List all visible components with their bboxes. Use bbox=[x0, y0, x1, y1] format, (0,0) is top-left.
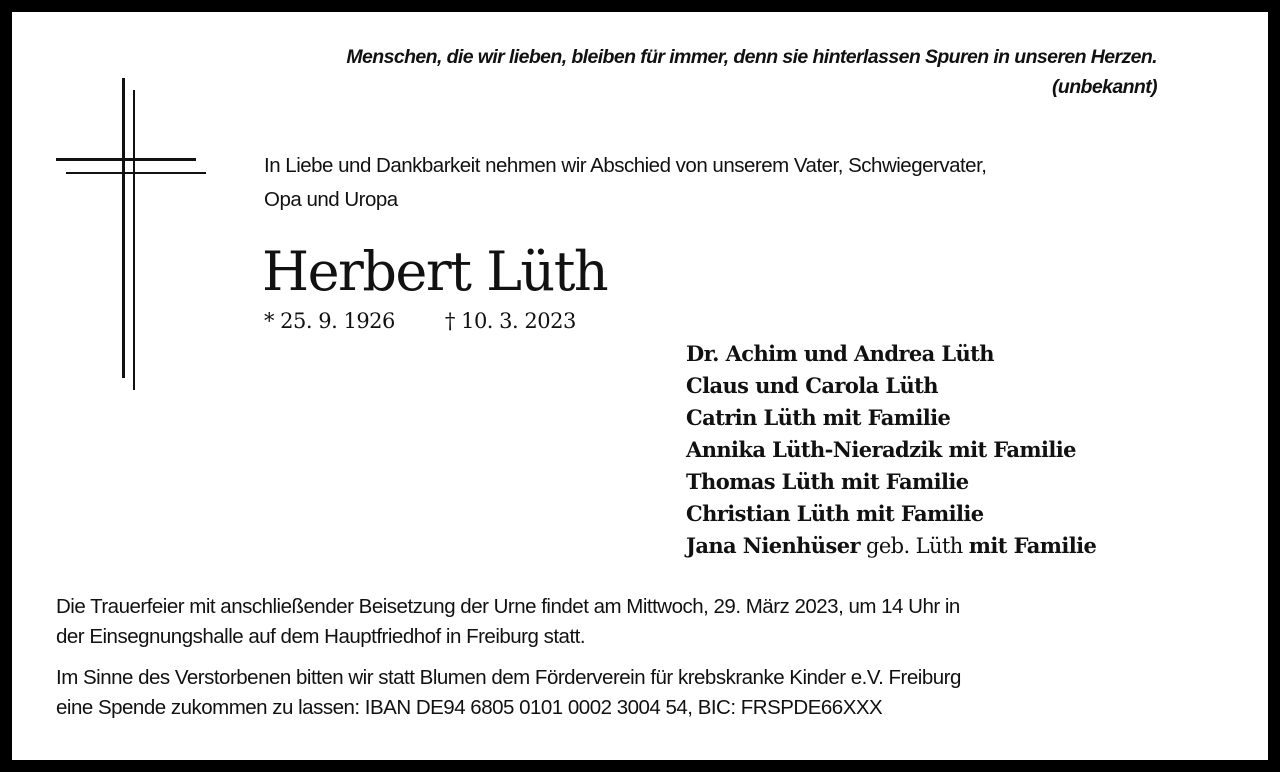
donation-line-2: eine Spende zukommen zu lassen: IBAN DE94 6805 0101 0002 3004 54, BIC: FRSPDE66XXX bbox=[56, 696, 883, 719]
ceremony-info bbox=[56, 592, 1206, 652]
ceremony-line-2: der Einsegnungshalle auf dem Hauptfriedhof in Freiburg statt. bbox=[56, 625, 586, 648]
ceremony-line-1: Die Trauerfeier mit anschließender Beisetzung der Urne findet am Mittwoch, 29. März 2023, um 14 Uhr in bbox=[56, 595, 960, 618]
mourner-name: Jana Nienhüser bbox=[686, 533, 860, 558]
mourner-item bbox=[686, 338, 1096, 370]
mourner-name: Christian Lüth mit Familie bbox=[686, 501, 984, 526]
mourner-name: Catrin Lüth mit Familie bbox=[686, 405, 951, 430]
donation-info bbox=[56, 663, 1206, 723]
mourner-item bbox=[686, 434, 1096, 466]
mourner-suffix: mit Familie bbox=[968, 533, 1097, 558]
mourner-item bbox=[686, 498, 1096, 530]
life-dates bbox=[264, 306, 576, 336]
mourner-item bbox=[686, 466, 1096, 498]
mourners-list bbox=[686, 338, 1096, 562]
obituary-card bbox=[12, 12, 1268, 760]
death-date: † 10. 3. 2023 bbox=[444, 309, 576, 333]
mourner-item bbox=[686, 530, 1096, 562]
motto-attribution: (unbekannt) bbox=[1052, 76, 1157, 98]
donation-line-1: Im Sinne des Verstorbenen bitten wir statt Blumen dem Förderverein für krebskranke Kinder e.V. Freiburg bbox=[56, 666, 961, 689]
mourner-name: Thomas Lüth mit Familie bbox=[686, 469, 969, 494]
mourner-item bbox=[686, 402, 1096, 434]
intro-text bbox=[264, 149, 1164, 217]
mourner-item bbox=[686, 370, 1096, 402]
birth-date: * 25. 9. 1926 bbox=[264, 309, 395, 333]
mourner-name: Claus und Carola Lüth bbox=[686, 373, 938, 398]
intro-line-1: In Liebe und Dankbarkeit nehmen wir Abschied von unserem Vater, Schwiegervater, bbox=[264, 154, 987, 177]
mourner-name: Annika Lüth-Nieradzik mit Familie bbox=[686, 437, 1076, 462]
motto bbox=[262, 42, 1157, 102]
intro-line-2: Opa und Uropa bbox=[264, 188, 398, 211]
motto-quote: Menschen, die wir lieben, bleiben für immer, denn sie hinterlassen Spuren in unseren Herzen. bbox=[346, 46, 1157, 68]
cross-icon bbox=[56, 78, 216, 398]
mourner-maiden-name: geb. Lüth bbox=[866, 534, 963, 558]
deceased-name: Herbert Lüth bbox=[262, 240, 608, 303]
mourner-name: Dr. Achim und Andrea Lüth bbox=[686, 341, 994, 366]
